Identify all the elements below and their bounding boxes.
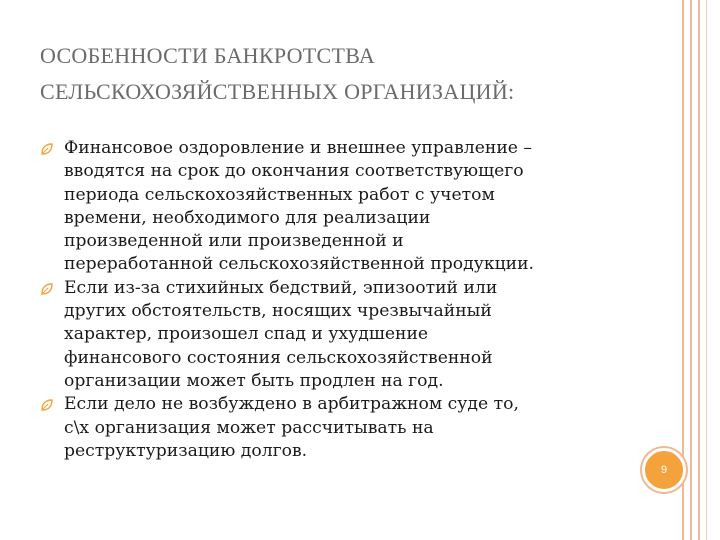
bullet-line: Если из-за стихийных бедствий, эпизоотий или xyxy=(64,277,498,298)
bullet-item xyxy=(40,277,620,393)
leaf-bullet-icon xyxy=(40,142,54,156)
bullet-text xyxy=(64,393,620,463)
bullet-line: времени, необходимого для реализации xyxy=(64,207,431,228)
page-number-badge xyxy=(642,448,686,492)
slide-title xyxy=(40,38,640,110)
frame-line xyxy=(690,0,692,540)
bullet-line: произведенной или произведенной и xyxy=(64,231,404,252)
bullet-line: вводятся на срок до окончания соответствующего xyxy=(64,161,524,182)
frame-line xyxy=(698,0,700,540)
bullet-line: Финансовое оздоровление и внешнее управление – xyxy=(64,138,533,158)
slide-title-line-2: СЕЛЬСКОХОЗЯЙСТВЕННЫХ ОРГАНИЗАЦИЙ: xyxy=(40,79,515,104)
frame-line xyxy=(706,0,707,540)
bullet-item xyxy=(40,137,620,277)
bullet-line: реструктуризацию долгов. xyxy=(64,440,308,461)
page-number: 9 xyxy=(660,464,668,476)
leaf-bullet-icon xyxy=(40,282,54,296)
slide-title-line-1: ОСОБЕННОСТИ БАНКРОТСТВА xyxy=(40,43,376,68)
bullet-text xyxy=(64,277,620,393)
bullet-text xyxy=(64,137,620,277)
bullet-line: финансового состояния сельскохозяйственной xyxy=(64,347,493,368)
bullet-item xyxy=(40,393,620,463)
bullet-line: переработанной сельскохозяйственной продукции. xyxy=(64,254,535,275)
bullet-line: других обстоятельств, носящих чрезвычайный xyxy=(64,301,492,322)
bullet-list xyxy=(40,137,620,463)
bullet-line: организации может быть продлен на год. xyxy=(64,370,444,391)
bullet-line: периода сельскохозяйственных работ с учетом xyxy=(64,184,495,205)
bullet-line: Если дело не возбуждено в арбитражном суде то, xyxy=(64,394,519,415)
bullet-line: характер, произошел спад и ухудшение xyxy=(64,324,429,345)
bullet-line: с\х организация может рассчитывать на xyxy=(64,417,434,438)
leaf-bullet-icon xyxy=(40,398,54,412)
